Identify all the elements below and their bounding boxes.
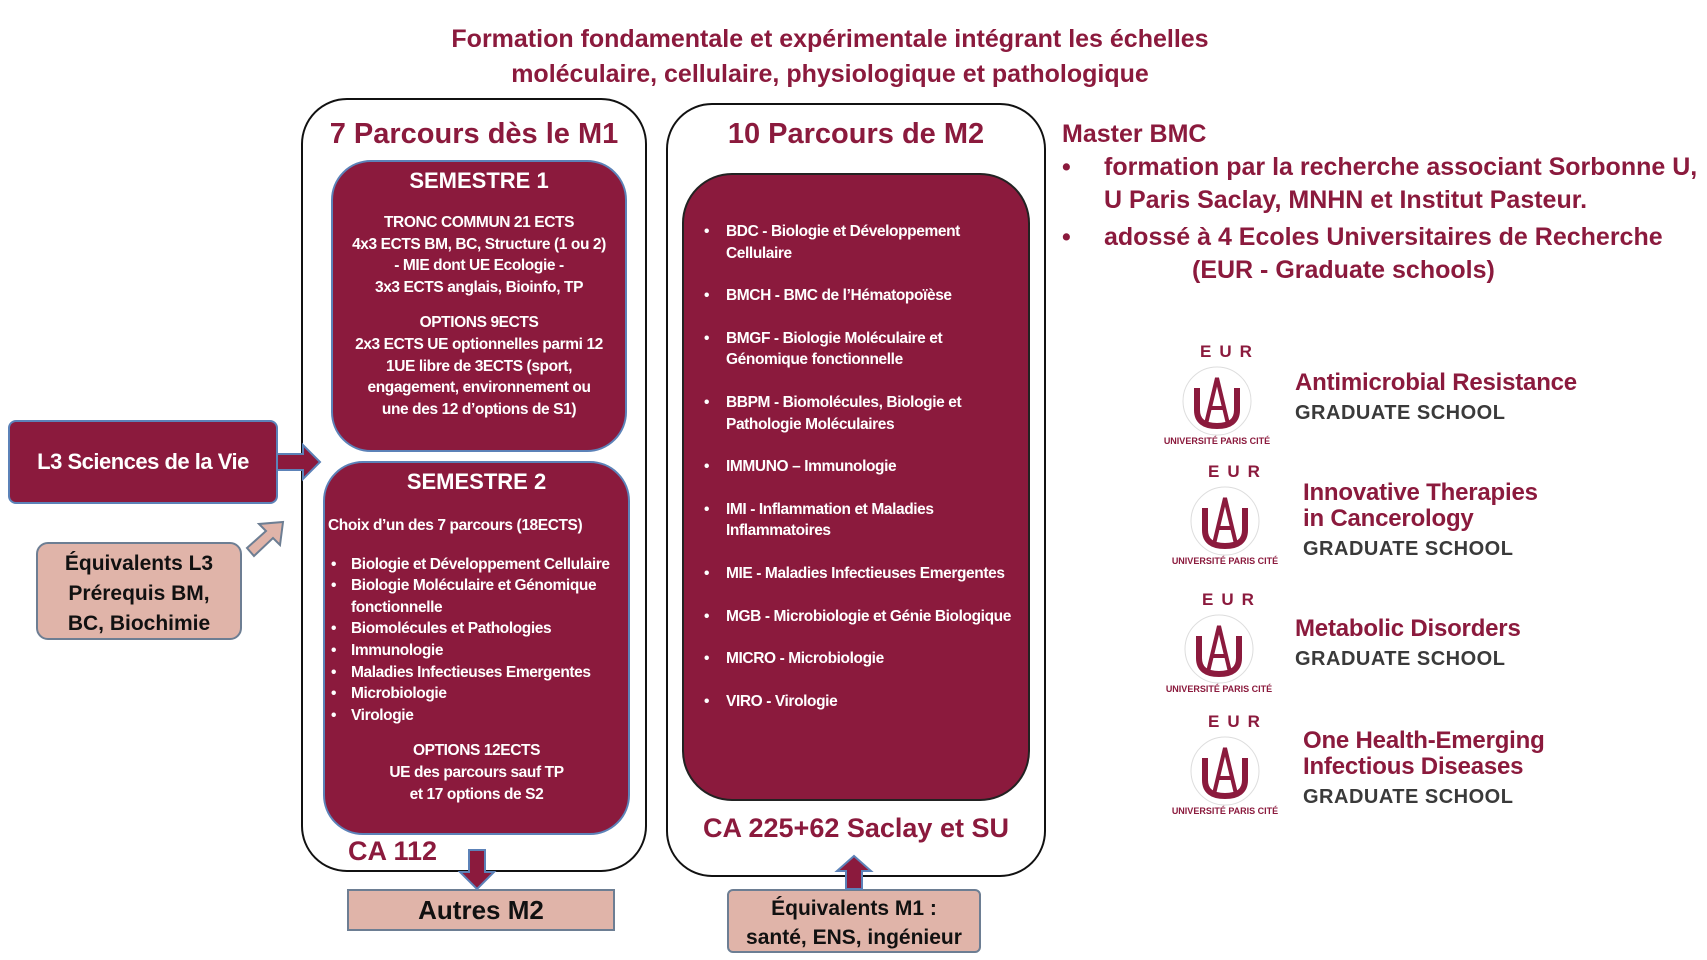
m2-parcours-item: • BDC - Biologie et Développement Cellulaire	[726, 221, 1028, 264]
eur-gs-label: GRADUATE SCHOOL	[1303, 538, 1514, 560]
equiv-l3-line: Équivalents L3	[64, 552, 214, 575]
parcours-item: • Immunologie	[329, 640, 622, 662]
m2-parcours-item: • MICRO - Microbiologie	[726, 648, 1028, 670]
arrow-l3-to-m1	[277, 445, 320, 479]
master-bullet-line: (EUR - Graduate schools)	[1192, 256, 1495, 284]
options-line: 2x3 ECTS UE optionnelles parmi 12	[355, 335, 603, 353]
autres-m2-label: Autres M2	[418, 895, 544, 925]
options-line: OPTIONS 9ECTS	[419, 314, 539, 332]
m2-parcours-item: • IMI - Inflammation et Maladies Inflammatoires	[726, 499, 1028, 542]
master-bullet-1	[1104, 151, 1697, 217]
eur-name: in Cancerology	[1303, 505, 1474, 532]
eur-name: Innovative Therapies	[1303, 479, 1538, 506]
m2-title: 10 Parcours de M2	[727, 118, 985, 150]
m2-parcours-item: • BMCH - BMC de l’Hématopoïèse	[726, 285, 1028, 307]
eur-gs-label: GRADUATE SCHOOL	[1295, 648, 1506, 670]
master-bullet-line: adossé à 4 Ecoles Universitaires de Recherche	[1104, 223, 1663, 251]
options-line: et 17 options de S2	[409, 785, 544, 803]
heading-line-2: moléculaire, cellulaire, physiologique et pathologique	[511, 60, 1149, 88]
parcours-item: • Microbiologie	[329, 683, 622, 705]
eur-name: One Health-Emerging	[1303, 727, 1545, 754]
options-line: OPTIONS 12ECTS	[412, 742, 541, 760]
eur-logo-univ-text: UNIVERSITÉ PARIS CITÉ	[1163, 436, 1271, 446]
eur-logo-univ-text: UNIVERSITÉ PARIS CITÉ	[1165, 684, 1273, 694]
eur-text	[1295, 370, 1577, 425]
semester-1-title: SEMESTRE 1	[409, 168, 549, 193]
m2-parcours-item: • BBPM - Biomolécules, Biologie et Pathologie Moléculaires	[726, 392, 1028, 435]
master-bullet-line: U Paris Saclay, MNHN et Institut Pasteur.	[1104, 186, 1588, 214]
master-bullet-2	[1104, 221, 1663, 287]
l3-label: L3 Sciences de la Vie	[37, 449, 249, 474]
eur-name: Antimicrobial Resistance	[1295, 369, 1577, 396]
tronc-line: 3x3 ECTS anglais, Bioinfo, TP	[374, 278, 584, 296]
eur-gs-label: GRADUATE SCHOOL	[1303, 786, 1514, 808]
m1-title: 7 Parcours dès le M1	[329, 118, 619, 150]
eur-text	[1303, 480, 1538, 561]
eur-metabolic	[1162, 590, 1700, 704]
eur-gs-label: GRADUATE SCHOOL	[1295, 402, 1506, 424]
master-bmc-title: Master BMC	[1062, 120, 1207, 148]
eur-logo-letters: EUR	[1202, 590, 1262, 609]
eur-text	[1303, 728, 1545, 809]
heading-line-1: Formation fondamentale et expérimentale intégrant les échelles	[451, 25, 1209, 53]
equiv-m1-line: Équivalents M1 :	[771, 897, 937, 920]
master-bullet-line: formation par la recherche associant Sorbonne U,	[1104, 153, 1698, 181]
eur-logo-list	[1160, 342, 1700, 836]
eur-logo-univ-text: UNIVERSITÉ PARIS CITÉ	[1171, 806, 1279, 816]
bullet-dot: •	[1062, 153, 1071, 181]
eur-text	[1295, 616, 1521, 671]
eur-logo-letters: EUR	[1208, 462, 1268, 481]
eur-logo-letters: EUR	[1208, 712, 1268, 731]
m2-parcours-item: • VIRO - Virologie	[726, 691, 1028, 713]
eur-logo-letters: EUR	[1200, 342, 1260, 361]
bullet-dot: •	[1062, 223, 1071, 251]
m2-ca: CA 225+62 Saclay et SU	[703, 813, 1009, 843]
options-line: 1UE libre de 3ECTS (sport,	[386, 357, 572, 375]
eur-name: Infectious Diseases	[1303, 753, 1524, 780]
m2-parcours-item: • BMGF - Biologie Moléculaire et Génomique fonctionnelle	[726, 328, 1028, 371]
m1-ca: CA 112	[348, 836, 438, 866]
arrow-equiv-m1-to-m2	[837, 856, 871, 889]
m2-parcours-item: • MIE - Maladies Infectieuses Emergentes	[726, 563, 1028, 585]
semester-2-title: SEMESTRE 2	[406, 469, 547, 494]
equiv-m1-line: santé, ENS, ingénieur	[746, 926, 962, 949]
eur-logo-univ-text: UNIVERSITÉ PARIS CITÉ	[1171, 556, 1279, 566]
arrow-equiv-l3-to-m1	[247, 522, 283, 556]
equiv-l3-line: Prérequis BM,	[68, 582, 210, 605]
parcours-item: • Maladies Infectieuses Emergentes	[329, 662, 622, 684]
semester-2-choice: Choix d’un des 7 parcours (18ECTS)	[328, 517, 583, 534]
tronc-line: TRONC COMMUN 21 ECTS	[383, 214, 575, 231]
parcours-item: • Biologie Moléculaire et Génomique fonctionnelle	[329, 575, 622, 618]
equiv-l3-line: BC, Biochimie	[67, 612, 211, 635]
options-line: UE des parcours sauf TP	[389, 763, 564, 781]
eur-antimicrobial	[1160, 342, 1700, 456]
parcours-item: • Biologie et Développement Cellulaire	[329, 554, 622, 576]
arrow-m1-to-autres-m2	[460, 850, 494, 889]
tronc-line: - MIE dont UE Ecologie -	[394, 257, 564, 275]
parcours-item: • Biomolécules et Pathologies	[329, 618, 622, 640]
m2-parcours-item: • MGB - Microbiologie et Génie Biologique	[726, 606, 1028, 628]
eur-name: Metabolic Disorders	[1295, 615, 1521, 642]
eur-cancerology	[1168, 462, 1700, 576]
parcours-item: • Virologie	[329, 705, 622, 727]
tronc-line: 4x3 ECTS BM, BC, Structure (1 ou 2)	[352, 235, 606, 253]
options-line: engagement, environnement ou	[367, 379, 591, 397]
options-line: une des 12 d’options de S1)	[381, 400, 577, 418]
m2-parcours-item: • IMMUNO – Immunologie	[726, 456, 1028, 478]
master-bmc-block	[1062, 118, 1702, 298]
eur-one-health	[1168, 712, 1700, 826]
